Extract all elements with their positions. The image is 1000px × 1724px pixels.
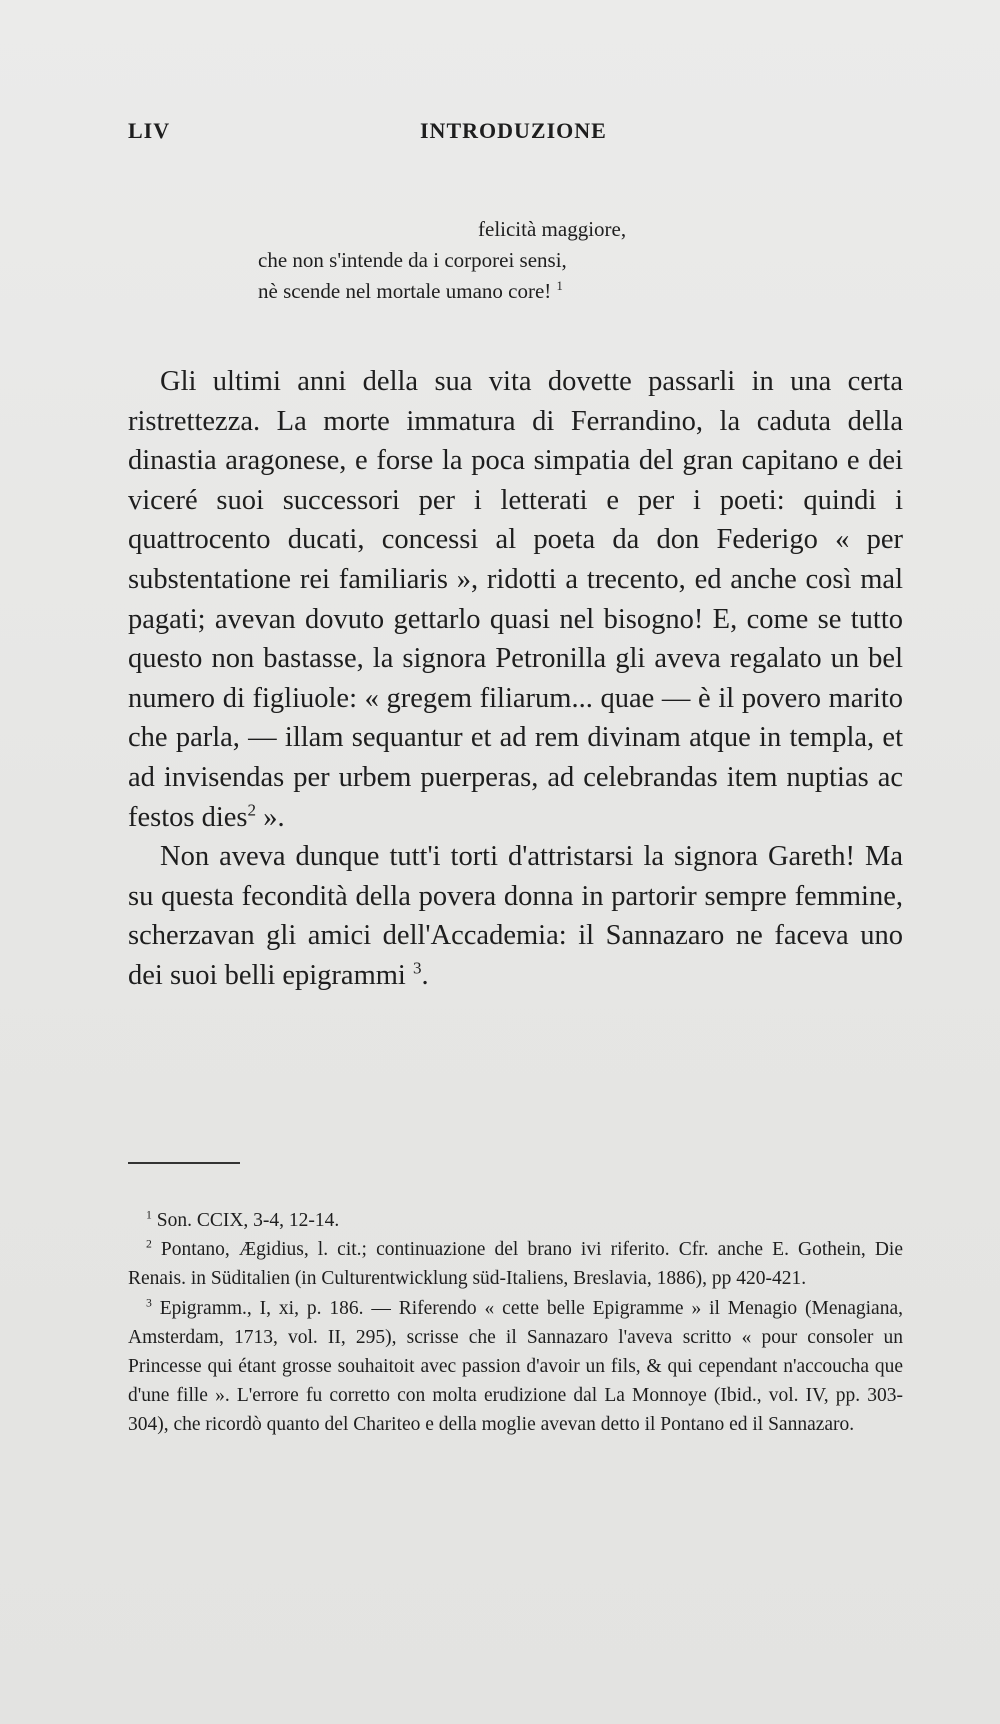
verse-quotation: [258, 214, 878, 307]
paragraph: [128, 362, 903, 837]
footnote-ref: 2: [247, 800, 257, 820]
paragraph-text: Gli ultimi anni della sua vita dovette passarli in una certa ristrettezza. La morte immatura di Ferrandino, la caduta della dinastia aragonese, e forse la poca simpatia del gran capitano e dei viceré suoi successori per i letterati e per i poeti: quindi i quattrocento ducati, concessi al poeta da don Federigo « per substentatione rei familiaris », ridotti a trecento, ed anche così mal pagati; avevan dovuto gettarlo quasi nel bisogno! E, come se tutto questo non bastasse, la signora Petronilla gli aveva regalato un bel numero di figliuole: « gregem filiarum... quae — è il povero marito che parla, — illam sequantur et ad rem divinam atque in templa, et ad invisendas per urbem puerperas, ad celebrandas item nuptias ac festos dies: [128, 366, 903, 833]
footnote-number: 3: [146, 1296, 152, 1310]
verse-line: che non s'intende da i corporei sensi,: [258, 248, 567, 272]
footnote: [128, 1235, 903, 1293]
paragraph-text: Non aveva dunque tutt'i torti d'attristarsi la signora Gareth! Ma su questa fecondità della povera donna in partorir sempre femmine, scherzavan gli amici dell'Accademia: il Sannazaro ne faceva uno dei suoi belli epigrammi: [128, 841, 903, 991]
footnote: [128, 1206, 903, 1235]
paragraph-end: .: [421, 959, 429, 991]
footnote-number: 2: [146, 1237, 152, 1251]
page-number: LIV: [128, 118, 171, 143]
paragraph: [128, 837, 903, 995]
footnote-text: Son. CCIX, 3-4, 12-14.: [151, 1210, 340, 1231]
footnote: [128, 1294, 903, 1440]
verse-text: nè scende nel mortale umano core!: [258, 279, 552, 303]
footnote-ref: 3: [412, 958, 422, 978]
footnote-separator: [128, 1162, 240, 1164]
main-text: [128, 362, 903, 996]
footnote-text: Pontano, Ægidius, l. cit.; continuazione del brano ivi riferito. Cfr. anche E. Gothein, Die Renais. in Süditalien (in Culturentwicklung süd-Italiens, Breslavia, 1886), pp 420-421.: [128, 1239, 903, 1290]
footnote-text: Epigramm., I, xi, p. 186. — Riferendo « cette belle Epigramme » il Menagio (Menagiana, Amsterdam, 1713, vol. II, 295), scrisse che il Sannazaro l'aveva scritto « pour consoler un Princesse qui étant grosse souhaitoit avec passion d'avoir un fils, & qui cependant n'accoucha que d'une fille ». L'errore fu corretto con molta erudizione dal La Monnoye (Ibid., vol. IV, pp. 303-304), che ricordò quanto del Chariteo e della moglie avevan detto il Pontano ed il Sannazaro.: [128, 1297, 903, 1436]
verse-line: felicità maggiore,: [478, 217, 627, 241]
paragraph-end: ».: [256, 801, 285, 833]
footnotes: [128, 1206, 903, 1440]
running-title: INTRODUZIONE: [420, 118, 607, 143]
verse-line: [258, 276, 878, 307]
footnote-number: 1: [146, 1208, 152, 1222]
footnote-ref: 1: [556, 279, 563, 293]
